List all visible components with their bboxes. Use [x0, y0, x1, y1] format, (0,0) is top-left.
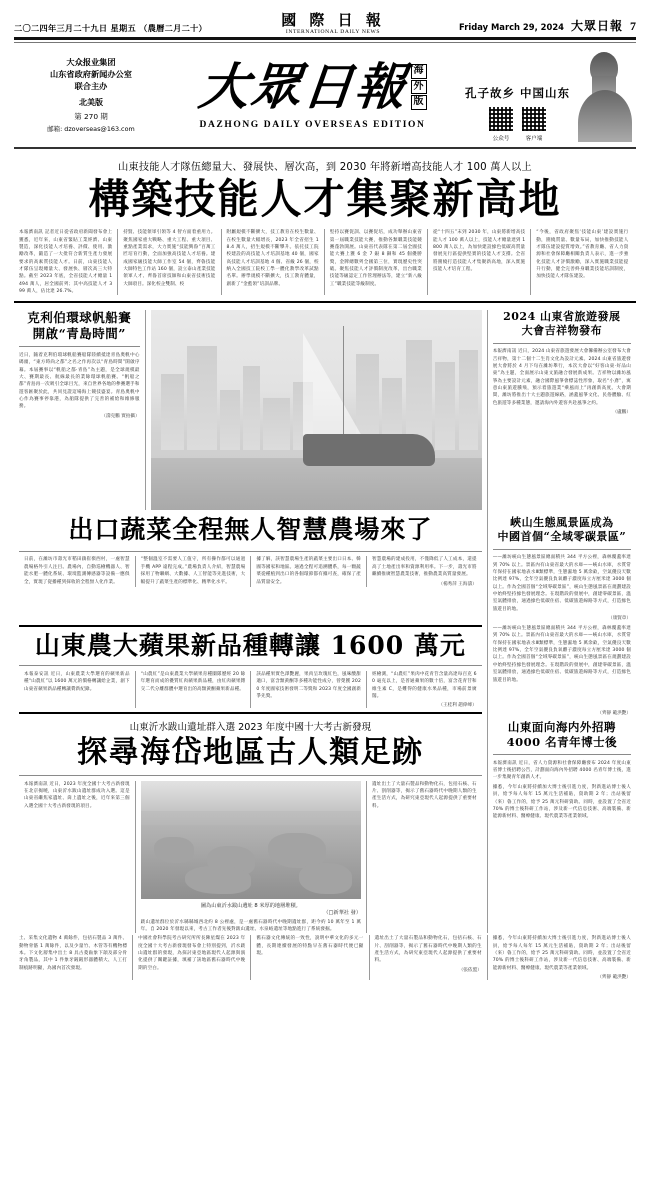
masthead-slogan: 孔子故乡 中国山东 — [464, 86, 570, 101]
top-bar-right — [459, 17, 636, 34]
greenzone-credit: （康賢章） — [608, 616, 631, 622]
lead-column-text: 堅持以賽促訓、以賽促培，成功舉辦山東省第一屆職業技能大賽，推動各類職業技能競賽蓬勃開展。山東省代表隊在第二屆全國技能大賽上獲 6 金 7 銀 8 銅和 45 個優勝獎，金牌總數列全國第三位，實現歷史性突破。聚焦技能人才評價制度改革，出台職業技能等級認定工作管理辦法等，建立“新八級工”職業技能等級制度。 — [329, 230, 422, 287]
article-tourism — [487, 310, 636, 510]
middle-band — [14, 310, 636, 510]
qr-code-icon[interactable] — [521, 106, 547, 132]
farm-headline[interactable]: 出口蔬菜全程無人智慧農場來了 — [68, 515, 433, 545]
greenzone-body: ——濰坊峽山生態風景區總面積共 344 平方公裡，森林覆蓋率達到 70% 以上。景區內有山東省最大的水庫——峽山水庫，水質常年保持在國家地表水Ⅲ類標準，生態濕地 5 萬余畝，空氣優良天數比例達 97%，全年空氣優良負氧離子濃度每立方厘米達 3000 個以上。作為全國首個“全域零碳景區”，峽山生態風景區在規劃建設中始終堅持綠色發展理念。在現階段的發展中，創建零碳景區，溫室氣體排放，通過綠色低碳住宿、低碳旅遊線路等方式，打造綠色旅遊目的地。 — [492, 555, 631, 612]
article-farm — [14, 510, 487, 621]
postdoc-tail-text: 據悉，今年山東將持續加大博士後引進力度，對新進站博士後人員，給予每人每年 15 萬元生活補貼，資助期 2 年；出站後留（來）魯工作的，給予 25 萬元科研資助。同時，並設置了全省近 70% 的博士後科研工作站，涉及新一代信息技術、高端裝備、新能源新材料、醫療健康、現代農業等產業領域。 — [492, 936, 631, 971]
lead-story-header — [14, 149, 636, 221]
issue-number: 第 270 期 — [74, 111, 108, 121]
lead-column-text: 本報濟南訊 記者近日從省政府新聞發布會上獲悉，近年來，山東省緊貼工業經濟、山東製造，深化技能人才培養、評價、使用、激勵改革，鍛造了一大批符合新質生產力發展要求的高素質技能人才。日前，山東技能人才隊伍呈現總量大、發展快、層次高三大特點。截至 2023 年底，全省技能人才總量 1494 萬人，居全國前列；其中高技能人才 399 萬人，佔比達 26.7%。 — [19, 230, 113, 295]
masthead-right-block — [459, 50, 634, 142]
lead-column-text: 持賢、技能領軍引領等 4 智方面着重用力。聚焦國家重大戰略、重大工程、重大項目、重點產業需求，大力實施“技能興魯”百萬工匠培育行動，全面加強高技能人才培養。建成國家級技能大師工作室 54 個，齊魯技能大師特色工作站 160 個，設立泰山產業技能領軍人才、齊魯首席技師和山東省技術技能大師項目。深化校企雙制、校 — [123, 230, 216, 287]
postdoc-prev-credit: （齊靜 範洪艷） — [597, 711, 631, 717]
archaeology-credit: （張依盟） — [458, 967, 482, 973]
apple-headline[interactable]: 山東農大蘋果新品種轉讓 1600 萬元 — [34, 630, 466, 660]
page-number: 7 — [630, 19, 636, 33]
divider-apple — [19, 665, 482, 666]
divider-apple-top — [19, 625, 482, 627]
article-clipper — [14, 310, 145, 510]
publisher-line-2: 山东省政府新闻办公室 — [50, 69, 132, 80]
apple-column-text: “山農紅”是山東農業大學蘋果育種團隊歷經 20 餘年選育而成的優質紅肉蘋果新品種，由紅肉蘋果雜交二代分離群體中選育出的高類黃酮蘋果新品種。 — [140, 671, 246, 692]
archaeology-kicker: 山東沂水跋山遺址群入選 2023 年度中國十大考古新發現 — [129, 722, 372, 734]
excavation-photo — [141, 781, 361, 899]
lead-body-columns — [14, 229, 636, 295]
archaeology-tail-text: 遺址出土了大量石製品和動物化石，包括石核、石片、刮削器等，揭示了舊石器時代中晚期人類的生產生活方式，為研究東亞現代人起源提供了重要材料。 — [374, 936, 482, 964]
masthead-logo-block — [166, 57, 459, 131]
archaeology-column-text: 跋山遺址群位於沂水縣縣城西北約 8 公裡處，是一處舊石器時代中晚期遺址群，距今約 10 萬年至 1 萬年。自 2020 年發現以來，考古工作者先後對跋山遺址、水泉峪遺址等地點進行了系統發掘。 — [140, 919, 362, 932]
contact-email: 邮箱: dzoverseas@163.com — [47, 125, 135, 134]
qr-code-icon[interactable] — [488, 106, 514, 132]
apple-band — [14, 621, 636, 708]
masthead-slogan-block — [459, 85, 576, 142]
apple-column-text: 本報泰安訊 近日，山東農業大學選育的蘋果新品種“山農紅”以 1600 萬元的價格轉讓給企業，創下山東省蘋果新品種轉讓費新紀錄。 — [24, 671, 130, 692]
apple-column-text: 經檢測，“山農紅”果肉中花青苷含量高達每百克 60 毫克以上，是普通蘋果的數十倍，富含花青苷和維生素 C，是難得的健康水果品種，市場前景廣闊。 — [372, 671, 477, 700]
postdoc-body: 本報濟南訊 近日，省人力資源和社會保障廳發布 2024 年度山東省博士後招聘公告，計劃面向海內外招聘 4000 名青年博士後，進一步集聚青年創新人才。 — [492, 760, 631, 781]
apple-columns — [19, 671, 482, 708]
tourism-body: 本報濟南訊 近日，2024 山東省旅遊發展大會籌備辦公室發布大會吉祥物，第十二個十二生肖文化為設計元素。2024 山東省旅遊發展大會將於 4 月下旬在濰坊舉行，本次大會以“好客山東·好品山東”為主題，全面展示山東文旅融合發展新成果。吉祥物以濰坊風箏為主要設計元素，融合國際風箏會標誌性形象，取名“小鳶”，寓意山東旅遊騰飛，預示着旅遊業“乘風而上”再創新高度。大會期間，濰坊將推出十大主題旅遊線路，涵蓋風箏文化、民俗體驗、紅色旅遊等多種業態，邀請海內外遊客共赴風箏之約。 — [492, 349, 631, 406]
postdoc-body-2: 據悉，今年山東將持續加大博士後引進力度，對新進站博士後人員，給予每人每年 15 萬元生活補貼，資助期 2 年；出站後留（來）魯工作的，給予 25 萬元科研資助。同時，並設置了全省近 70% 的博士後科研工作站，涉及新一代信息技術、高端裝備、新能源新材料、醫療健康、現代農業等產業領域。 — [492, 784, 631, 820]
badge-char-1: 海 — [411, 64, 427, 79]
divider-lead-bottom — [14, 301, 636, 303]
harbor-photo-block — [145, 310, 487, 510]
qr-app-block — [521, 106, 547, 142]
divider-archaeology-top — [19, 712, 482, 714]
excavation-photo-credit: （□新華社 發） — [323, 909, 362, 916]
masthead-publisher-block — [16, 57, 166, 134]
greenzone-continued — [487, 621, 636, 708]
archaeology-headline[interactable]: 探尋海岱地區古人類足跡 — [77, 735, 424, 771]
overseas-edition-badge — [411, 64, 427, 110]
top-bar — [14, 0, 636, 34]
divider-clipper — [19, 346, 140, 347]
masthead-logo-cn: 大眾日報 — [195, 57, 410, 117]
farm-column-text: “整個溫室不需要人工值守，所有操作都可以通過手機 APP 遠程完成。”農場負責人介紹，智慧農場採用了物聯網、大數據、人工智能等先進技術，大幅提升了蔬菜生產的標準化、精準化水平。 — [140, 557, 246, 585]
greenzone-headline-line-2[interactable]: 中國首個“全域零碳景區” — [497, 529, 627, 543]
farm-band — [14, 510, 636, 621]
farm-credit: （楊秀萍 王海濤） — [438, 581, 477, 587]
postdoc-headline-line-1[interactable]: 山東面向海内外招聘 — [507, 720, 616, 735]
masthead-logo — [166, 57, 459, 117]
archaeology-column-text: 土、采集文化遺物 4 萬餘件，包括石製品 3 萬件、動物骨骼 1 萬餘件，以及少量竹、木管等有機物標本。下文化層集中出土 8 具古菱齒象下頜及部分骨牙角製品，其中 1 件象牙鏟鏟形器體積大、人工打制痕跡明顯，為國內首次發現。 — [19, 936, 128, 971]
apple-credit: （王桂利 趙偉峰） — [438, 703, 477, 709]
tourism-credit: （盧鵬） — [612, 410, 631, 416]
article-postdoc — [487, 708, 636, 933]
tourism-headline-line-1[interactable]: 2024 山東省旅遊發展 — [503, 310, 621, 324]
harbor-photo — [151, 310, 482, 510]
archaeology-column-text: 中國社會科學院考古研究所所長陳星燦在 2023 年度全國十大考古新發現發布會上特別提到，沂水跋山遺址群的發現，為探討東亞地區現代人起源與演化提供了關鍵証據，填補了該地區舊石器時代中晚期的空白。 — [138, 936, 246, 971]
qr-app-label: 客户端 — [525, 136, 543, 143]
article-apple — [14, 621, 487, 708]
divider-postdoc — [493, 754, 631, 755]
confucius-portrait-icon — [576, 50, 634, 142]
archaeology-columns — [19, 781, 482, 934]
tourism-headline-line-2[interactable]: 大會吉祥物發布 — [521, 323, 603, 337]
masthead — [14, 43, 636, 146]
article-greenzone — [487, 510, 636, 621]
farm-column-text: 智慧農場的建成投用，不僅降低了人工成本，還提高了土地產出率和資源利用率。下一步，壽光市將繼續推廣智慧農業技術，推動農業高質量發展。 — [372, 557, 477, 578]
postdoc-headline-line-2[interactable]: 4000 名青年博士後 — [506, 734, 618, 749]
lead-column-text: 附屬規模不斷擴大，技工教育在校生數量、在校生數量大幅增長，2023 年全省招生 18.4 萬人，招生規模不斷攀升。依托技工院校建設的高技能人才培訓基地 40 個，國家高技能人才培訓基地 4 個、省級 26 個，校納入全國技工院校工學一體化教學改革試點名單。辦學規模不斷擴大，技工教育體量，創新了“金藍領”培訓品牌。 — [226, 230, 319, 287]
publisher-line-3: 联合主办 — [74, 81, 108, 92]
qr-code-row — [459, 106, 576, 142]
top-bar-date-en: Friday March 29, 2024 — [459, 22, 564, 32]
divider-tourism — [493, 343, 631, 344]
top-bar-date-cn: 二〇二四年三月二十九日 星期五 （農曆二月二十） — [14, 23, 208, 33]
greenzone-body-continued: ——濰坊峽山生態風景區總面積共 344 平方公裡，森林覆蓋率達到 70% 以上。景區內有山東省最大的水庫——峽山水庫，水質常年保持在國家地表水Ⅲ類標準，生態濕地 5 萬余畝，空氣優良天數比例達 97%，全年空氣優良負氧離子濃度每立方厘米達 3000 個以上。作為全國首個“全域零碳景區”，峽山生態風景區在規劃建設中始終堅持綠色發展理念。在現階段的發展中，創建零碳景區，溫室氣體排放，通過綠色低碳住宿、低碳旅遊線路等方式，打造綠色旅遊目的地。 — [492, 626, 631, 683]
idn-title-en: INTERNATIONAL DAILY NEWS — [285, 29, 381, 36]
clipper-credit: （濤克鵬 實拍攝） — [101, 413, 140, 419]
farm-column-text: 據了解，該智慧農場生產的蔬菜主要出口日本、韓國等國家和地區。通過全程可追溯體系，每一顆蔬菜從種植到出口的各個環節都有據可查，確保了產品質量安全。 — [256, 557, 362, 585]
divider-greenzone — [493, 549, 631, 550]
archaeology-band — [14, 708, 636, 933]
badge-char-2: 外 — [411, 80, 427, 95]
top-bar-paper-name: 大眾日報 — [570, 19, 623, 33]
divider-farm — [19, 551, 482, 552]
international-daily-news-logo — [281, 13, 385, 36]
clipper-headline-line-2[interactable]: 開啟“青島時間” — [32, 325, 126, 341]
divider-top-thick — [14, 37, 636, 40]
qr-wechat-block — [488, 106, 514, 142]
qr-wechat-label: 公众号 — [492, 136, 510, 143]
clipper-body: 近日，隨着克利伯環球帆船賽船隊陸續抵達青島奧帆中心碼頭，“東方時尚之都”之名之作再次以“青島時間”開啟序幕。本屆賽事以“帆船之都·青島”為主題，是全球規模最大、賽期最長、航線最長的業餘環球帆船賽。“帆船之都”青島再一次吸引全球目光，來自世界各地的參賽選手和遊客匯聚於此，共同見證這場海上競技盛宴。青島奧帆中心作為賽事停靠港，為船隊提供了完善的補給和維修服務。 — [19, 352, 140, 410]
greenzone-headline-line-1[interactable]: 峽山生態風景區成為 — [510, 516, 614, 530]
clipper-headline-line-1[interactable]: 克利伯環球帆船賽 — [27, 310, 132, 326]
publisher-line-1: 大众报业集团 — [66, 57, 116, 68]
lead-kicker: 山東技能人才隊伍總量大、發展快、層次高，到 2030 年將新增高技能人才 100 萬人以上 — [118, 161, 532, 173]
lead-column-text: 從“十四五”末到 2030 年，山東將新增高技能人才 100 萬人以上，技能人才總量達到 1800 萬人以上，為加快建設綠色低碳高質量發展先行區提供堅實的技能人才支撐。全省將圍繞打造技能人才集聚新高地，深入實施技能人才培育工程。 — [433, 230, 526, 273]
lead-column-text: “今後，省政府聚焦‘技能山東’建設實施行動，圍繞質量、數量布局，加快推動技能人才隊伍建設提質增效。”省教育廳、省人力資源和社會保障廳相關負責人表示，進一步強化技能人才評價激勵，深入實施職業技能提升行動，健全完善終身職業技能培訓制度，加快技能人才隊伍建設。 — [536, 230, 629, 280]
farm-column-text: 日前，在濰坊市壽光市稻田鎮崔嶺西村，一處智慧農場格外引人注目。農場內，自動巡檢機器人、智能水肥一體化系統、環境監測傳感器等設備一應俱全，實現了從播種到採收的全程無人化作業。 — [24, 557, 130, 585]
article-archaeology — [14, 708, 487, 933]
postdoc-credit: （齊靜 範洪艷） — [597, 975, 631, 981]
archaeology-column-text: 本報濟南訊 近日，2023 年度全國十大考古新發現在北京揭曉，山東沂水跋山遺址群成功入選。這是山東省繼焦家遺址、崗上遺址之後，近年來第三個入選全國十大考古新發現的項目。 — [24, 781, 130, 809]
badge-char-3: 版 — [411, 95, 427, 110]
divider-archaeology — [19, 775, 482, 776]
bottom-band — [14, 935, 636, 980]
idn-title-cn: 國 際 日 報 — [281, 11, 385, 30]
edition-label: 北美版 — [79, 98, 103, 108]
archaeology-photo-block — [135, 781, 366, 934]
archaeology-column-text: 遺址出土了大量石製品和動物化石，包括石核、石片、刮削器等，揭示了舊石器時代中晚期人類的生產生活方式，為研究東亞現代人起源提供了重要材料。 — [372, 781, 477, 809]
apple-column-text: 該品種果實色澤艷麗，果肉呈玫瑰紅色，風味酸甜適口，富含類黃酮等多種功能性成分，曾榮獲 2020 年度國家技術發明二等獎和 2023 年度全國創新爭先獎。 — [256, 671, 362, 700]
archaeology-column-text: 舊石器文化傳統的一致性，說明中華文化的多元一體，長期連續發展的特點早在舊石器時代便已顯現。 — [256, 936, 364, 957]
farm-columns — [19, 556, 482, 586]
lead-headline[interactable]: 構築技能人才集聚新高地 — [88, 174, 562, 223]
masthead-logo-en: DAZHONG DAILY OVERSEAS EDITION — [199, 120, 426, 131]
excavation-photo-caption: 圖為山東沂水跋山遺址 8 米厚的地層堆積。 — [200, 902, 301, 909]
